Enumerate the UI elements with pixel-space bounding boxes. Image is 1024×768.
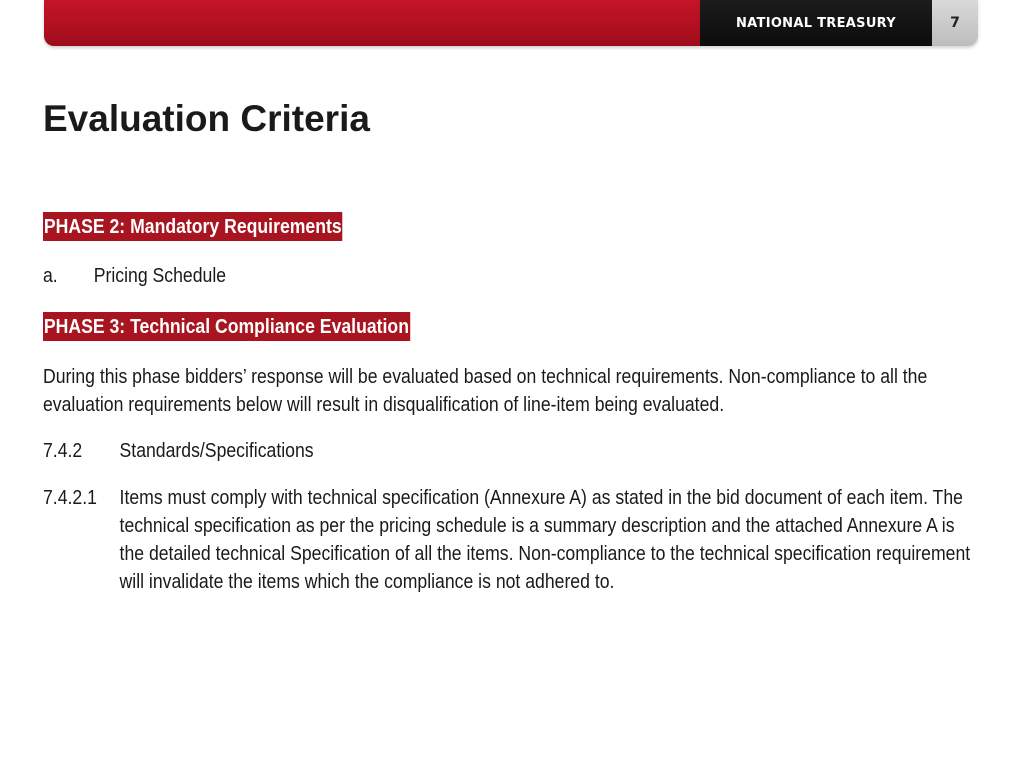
header-bar <box>44 0 978 46</box>
phase-2-heading: PHASE 2: Mandatory Requirements <box>43 212 343 241</box>
section-number: 7.4.2 <box>43 439 83 462</box>
header-red-band <box>44 0 700 46</box>
slide-content <box>43 212 971 596</box>
phase-2-item-label: a. <box>43 264 58 287</box>
page-number-block <box>932 0 978 46</box>
phase-3-intro: During this phase bidders’ response will be evaluated based on technical requirements. Non-compliance to all the evaluation requirements below will result in disqualification of line-item being evaluated. <box>43 365 928 416</box>
page-number: 7 <box>950 15 960 31</box>
subsection-7-4-2-1 <box>43 484 976 596</box>
page-title: Evaluation Criteria <box>43 98 370 139</box>
subsection-number: 7.4.2.1 <box>43 486 97 509</box>
phase-2-item <box>43 262 976 290</box>
brand-block <box>700 0 932 46</box>
section-7-4-2 <box>43 437 976 465</box>
subsection-text: Items must comply with technical specification (Annexure A) as stated in the bid document of each item. The technical specification as per the pricing schedule is a summary description and the attached Annexure A is the detailed technical Specification of all the items. Non-compliance to the technical specification requirement will invalidate the items which the compliance is not adhered to. <box>119 486 971 593</box>
phase-2-item-text: Pricing Schedule <box>93 264 227 287</box>
brand-name: NATIONAL TREASURY <box>736 15 896 31</box>
section-title: Standards/Specifications <box>119 439 314 462</box>
phase-3-heading: PHASE 3: Technical Compliance Evaluation <box>43 312 410 341</box>
